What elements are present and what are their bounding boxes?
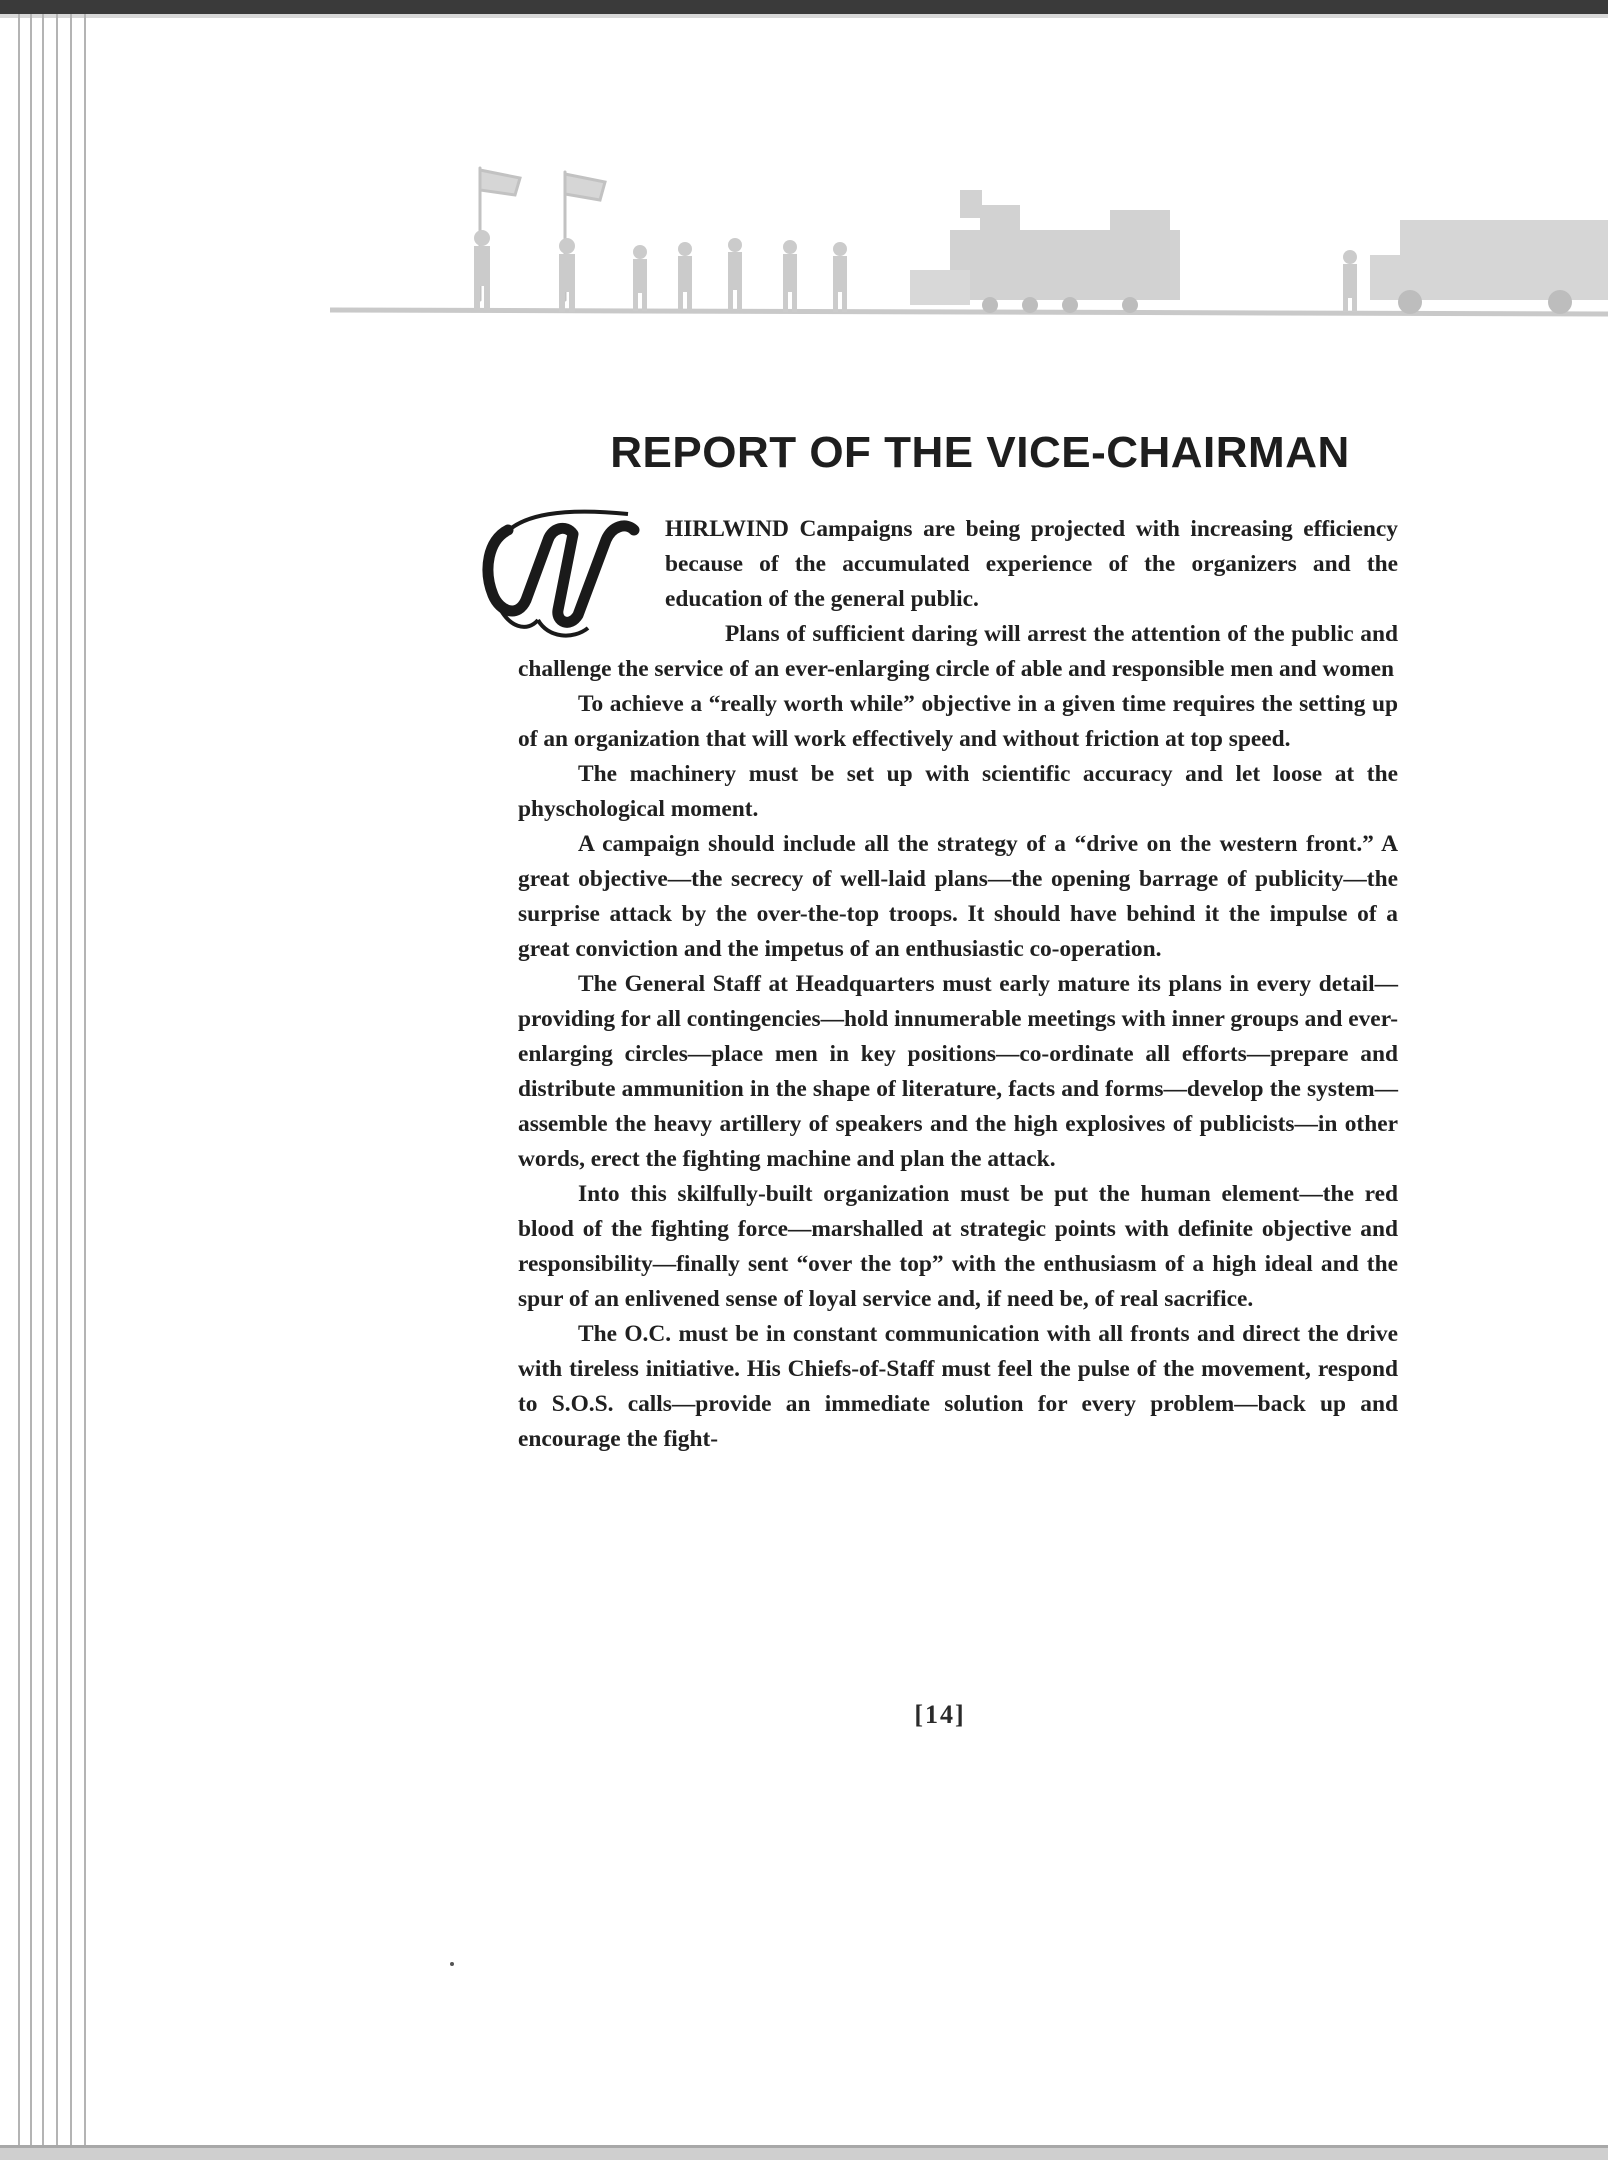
drop-cap-space — [518, 515, 665, 643]
paragraph: The machinery must be set up with scientific accuracy and let loose at the physchological moment. — [518, 761, 1398, 822]
page-edge-left — [84, 14, 86, 2160]
paragraph-text: HIRLWIND Campaigns are being projected with increasing efficiency because of the accumulated experience of the organizers and the education of the general public. — [665, 516, 1398, 612]
paragraph — [518, 512, 1398, 617]
header-illustration — [330, 150, 1608, 325]
paragraph: Plans of sufficient daring will arrest the attention of the public and challenge the service of an ever-enlarging circle of able and responsible men and women — [518, 621, 1398, 682]
page-edge-left — [30, 14, 32, 2160]
report-body — [518, 512, 1398, 1457]
paragraph: The O.C. must be in constant communication with all fronts and direct the drive with tireless initiative. His Chiefs-of-Staff must feel the pulse of the movement, respond to S.O.S. calls—provide an immediate solution for every problem—back up and encourage the fight- — [518, 1321, 1398, 1452]
paper-speck — [450, 1962, 454, 1966]
page-edge-left — [56, 14, 58, 2160]
paragraph: To achieve a “really worth while” objective in a given time requires the setting up of an organization that will work effectively and without friction at top speed. — [518, 691, 1398, 752]
paragraph: The General Staff at Headquarters must early mature its plans in every detail—providing for all contingencies—hold innumerable meetings with inner groups and ever-enlarging circles—place men in key positions—co-ordinate all efforts—prepare and distribute ammunition in the shape of literature, facts and forms—develop the system—assemble the heavy artillery of speakers and the high explosives of publicists—in other words, erect the fighting machine and plan the attack. — [518, 971, 1398, 1172]
page-edge-left — [18, 14, 20, 2160]
paragraph: Into this skilfully-built organization must be put the human element—the red blood of the fighting force—marshalled at strategic points with definite objective and responsibility—finally sent “over the top” with the enthusiasm of a high ideal and the spur of an enlivened sense of loyal service and, if need be, of real sacrifice. — [518, 1181, 1398, 1312]
page-edge-left — [70, 14, 72, 2160]
page-edge-top — [0, 0, 1608, 14]
page-edge-bottom — [0, 2148, 1608, 2160]
page-edge-left — [42, 14, 44, 2160]
page-number: [14] — [914, 1700, 966, 1729]
page-edge-top-inner — [0, 14, 1608, 18]
page-title: REPORT OF THE VICE-CHAIRMAN — [610, 428, 1350, 477]
paragraph: A campaign should include all the strategy of a “drive on the western front.” A great objective—the secrecy of well-laid plans—the opening barrage of publicity—the surprise attack by the over-the-top troops. It should have behind it the impulse of a great conviction and the impetus of an enthusiastic co-operation. — [518, 831, 1399, 962]
